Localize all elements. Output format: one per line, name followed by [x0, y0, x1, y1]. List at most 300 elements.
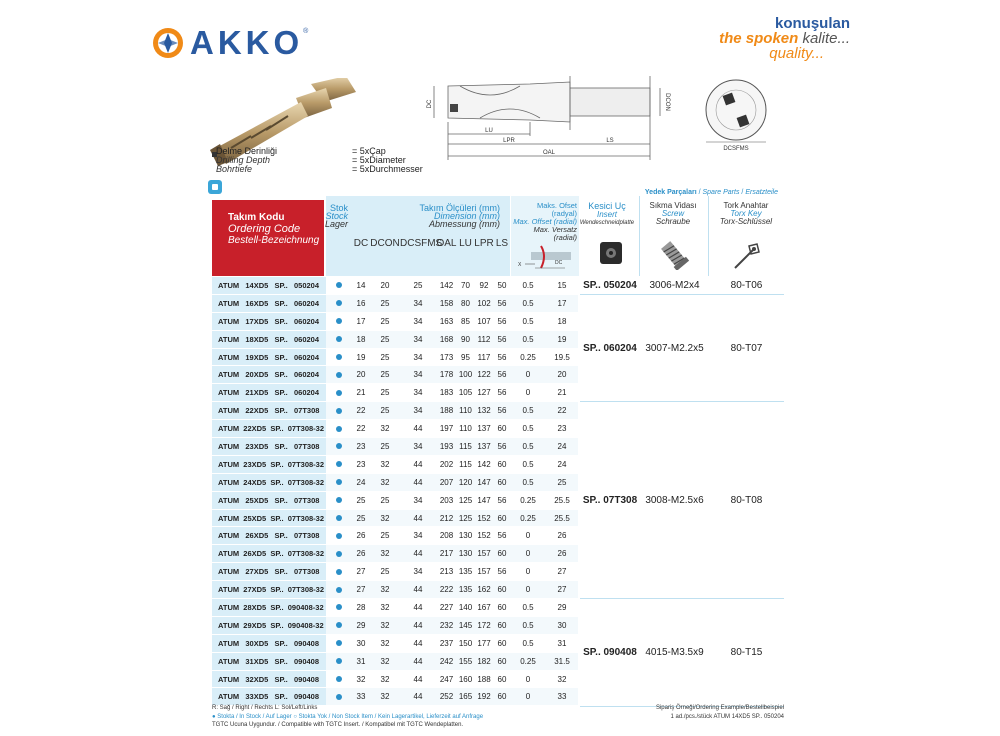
spare-parts-tr: Yedek Parçaları	[644, 189, 697, 196]
table-row	[212, 510, 580, 528]
slogan-line1: konuşulan	[774, 15, 850, 32]
ls-cell: 60	[494, 474, 510, 491]
lpr-cell: 137	[477, 424, 491, 434]
oal-cell: 142	[439, 280, 454, 290]
table-row	[212, 545, 580, 563]
col-lu: LU	[459, 238, 472, 249]
in-stock-dot-icon	[336, 515, 342, 521]
ls-cell: 56	[497, 388, 507, 398]
lu-cell: 115	[459, 459, 472, 469]
lu-cell: 85	[461, 316, 470, 326]
registered-mark: ®	[303, 28, 309, 35]
max-offset-x-cell: 0.25	[520, 495, 536, 505]
dc-cell: 22	[356, 424, 366, 434]
max-offset-dc-cell: 26	[546, 545, 578, 562]
torx-key-icon	[731, 240, 763, 272]
ls-cell: 60	[494, 510, 510, 527]
lpr-cell: 177	[477, 638, 491, 648]
lpr-cell: 107	[477, 316, 491, 326]
max-offset-dc-cell: 15	[557, 280, 567, 290]
table-row	[212, 420, 580, 438]
offset-header	[511, 196, 579, 276]
max-offset-dc-cell: 25.5	[546, 510, 578, 527]
screw-icon	[658, 240, 690, 270]
key-de: Torx-Schlüssel	[719, 217, 773, 226]
table-row	[212, 366, 580, 384]
ls-cell: 60	[497, 674, 507, 684]
max-offset-x-cell: 0.5	[510, 295, 546, 312]
dcon-cell: 25	[380, 352, 390, 362]
insert-de: Wendeschneidplatte	[579, 220, 635, 226]
dcsfms-cell: 34	[413, 495, 423, 505]
in-stock-dot-icon	[336, 390, 342, 396]
lu-cell: 90	[457, 331, 474, 348]
oal-cell: 252	[436, 688, 457, 705]
in-stock-dot-icon	[336, 533, 342, 539]
dcsfms-cell: 44	[413, 459, 423, 469]
table-row	[212, 331, 580, 349]
slogan	[719, 16, 850, 61]
dcon-cell: 32	[380, 459, 390, 469]
dc-cell: 20	[352, 366, 370, 383]
example-value: 1 ad./pcs./stück ATUM 14XD5 SP.. 050204	[670, 713, 784, 720]
table-row	[212, 492, 580, 510]
dcsfms-cell: 34	[413, 388, 423, 398]
dc-cell: 30	[356, 638, 366, 648]
dimension-column-headers	[352, 238, 510, 249]
dcon-cell: 25	[370, 331, 400, 348]
table-row	[212, 277, 580, 295]
dcon-cell: 32	[380, 602, 390, 612]
ls-cell: 56	[497, 531, 507, 541]
stock-cell	[326, 581, 352, 598]
dc-cell: 26	[352, 545, 370, 562]
spare-parts-group	[580, 599, 784, 706]
ordering-code-cell: ATUM 24XD5 SP.. 07T308-32	[212, 474, 326, 491]
max-offset-dc-cell: 21	[557, 388, 567, 398]
stock-tr: Stok	[329, 203, 348, 213]
depth-row	[216, 164, 423, 174]
oal-cell: 213	[439, 567, 454, 577]
dc-cell: 19	[356, 352, 366, 362]
table-row	[212, 671, 580, 689]
dc-cell: 23	[356, 459, 366, 469]
lpr-cell: 147	[474, 474, 494, 491]
stock-cell	[326, 617, 352, 634]
ordering-example	[656, 704, 784, 721]
max-offset-dc-cell: 25.5	[554, 495, 570, 505]
lpr-cell: 152	[477, 531, 491, 541]
ls-cell: 56	[494, 366, 510, 383]
table-row	[212, 438, 580, 456]
lu-cell: 95	[461, 352, 470, 362]
max-offset-dc-cell: 22	[546, 402, 578, 419]
dc-cell: 14	[356, 280, 366, 290]
ls-cell: 60	[494, 581, 510, 598]
in-stock-dot-icon	[336, 318, 342, 324]
dcsfms-cell: 34	[400, 438, 436, 455]
ordering-code-tr: Takım Kodu	[228, 212, 285, 223]
lpr-cell: 192	[474, 688, 494, 705]
ordering-code-cell: ATUM 17XD5 SP.. 060204	[212, 313, 326, 330]
footer-line2: ● Stokta / In Stock / Auf Lager ○ Stokta Yok / Non Stock Item / Kein Lagerartikel, Lieferzeit auf Anfrage	[212, 713, 484, 720]
max-offset-x-cell: 0	[510, 688, 546, 705]
dcon-dim-label: DCON	[664, 93, 670, 111]
dcon-cell: 25	[370, 402, 400, 419]
lpr-cell: 152	[474, 510, 494, 527]
torx-key-code: 80-T07	[730, 342, 763, 354]
lpr-cell: 182	[474, 653, 494, 670]
lpr-cell: 188	[477, 674, 491, 684]
dcsfms-cell: 44	[400, 688, 436, 705]
lpr-cell: 157	[477, 567, 491, 577]
dcsfms-cell: 44	[413, 674, 423, 684]
end-view-drawing	[700, 74, 780, 154]
max-offset-x-cell: 0.5	[522, 280, 534, 290]
lpr-cell: 167	[477, 602, 491, 612]
max-offset-dc-cell: 23	[557, 424, 567, 434]
in-stock-dot-icon	[336, 443, 342, 449]
screw-en: Screw	[661, 209, 685, 218]
ordering-code-cell: ATUM 26XD5 SP.. 07T308	[212, 527, 326, 544]
col-dcon: DCON	[370, 238, 400, 249]
oal-cell: 222	[436, 581, 457, 598]
slogan-line2-rest: kalite...	[802, 30, 850, 47]
max-offset-x-cell: 0.5	[510, 474, 546, 491]
lpr-cell: 112	[474, 331, 494, 348]
dc-cell: 25	[352, 510, 370, 527]
dcsfms-dim-label: DCSFMS	[723, 146, 749, 152]
oal-cell: 203	[439, 495, 454, 505]
table-row	[212, 295, 580, 313]
stock-cell	[326, 510, 352, 527]
table-row	[212, 456, 580, 474]
max-offset-x-cell: 0.25	[510, 510, 546, 527]
dcon-cell: 32	[370, 688, 400, 705]
screw-code: 3008-M2.5x6	[645, 494, 704, 506]
dc-cell: 16	[352, 295, 370, 312]
in-stock-dot-icon	[336, 658, 342, 664]
ordering-code-en: Ordering Code	[228, 223, 301, 235]
ls-cell: 60	[494, 688, 510, 705]
offset-en: Max. Offset (radial)	[513, 217, 577, 226]
dcon-cell: 32	[370, 617, 400, 634]
lpr-cell: 142	[477, 459, 491, 469]
lu-cell: 100	[457, 366, 474, 383]
brand-name: AKKO	[190, 24, 304, 61]
max-offset-dc-cell: 19	[546, 331, 578, 348]
stock-header	[326, 196, 352, 276]
oal-cell: 232	[436, 617, 457, 634]
dims-de: Abmessung (mm)	[428, 219, 500, 229]
ordering-code-cell: ATUM 23XD5 SP.. 07T308	[212, 438, 326, 455]
dcon-cell: 32	[380, 424, 390, 434]
oal-cell: 207	[436, 474, 457, 491]
dc-cell: 27	[356, 567, 366, 577]
ls-cell: 56	[494, 402, 510, 419]
max-offset-dc-cell: 25	[546, 474, 578, 491]
max-offset-x-cell: 0.5	[522, 424, 534, 434]
max-offset-dc-cell: 27	[557, 567, 567, 577]
oal-cell: 212	[436, 510, 457, 527]
dims-en: Dimension (mm)	[433, 211, 500, 221]
col-oal: OAL	[436, 238, 457, 249]
insert-code: SP.. 07T308	[582, 494, 638, 506]
max-offset-dc-cell: 20	[546, 366, 578, 383]
insert-code: SP.. 060204	[583, 342, 637, 354]
stock-cell	[326, 331, 352, 348]
max-offset-x-cell: 0.25	[520, 352, 536, 362]
ordering-code-cell: ATUM 22XD5 SP.. 07T308	[212, 402, 326, 419]
lpr-cell: 147	[477, 495, 491, 505]
col-lpr: LPR	[474, 238, 494, 249]
stock-cell	[326, 671, 352, 688]
dcsfms-cell: 44	[400, 510, 436, 527]
dcsfms-cell: 34	[413, 531, 423, 541]
spare-parts-group	[580, 277, 784, 295]
ls-cell: 56	[494, 438, 510, 455]
dcsfms-cell: 34	[400, 402, 436, 419]
dcsfms-cell: 44	[413, 638, 423, 648]
dc-cell: 29	[352, 617, 370, 634]
spare-parts-group	[580, 402, 784, 599]
spare-parts-group	[580, 295, 784, 402]
lu-cell: 120	[457, 474, 474, 491]
oal-dim-label: OAL	[542, 150, 556, 156]
ordering-code-cell: ATUM 25XD5 SP.. 07T308-32	[212, 510, 326, 527]
lpr-dim-label: LPR	[503, 138, 515, 144]
lu-cell: 115	[457, 438, 474, 455]
ordering-code-cell: ATUM 19XD5 SP.. 060204	[212, 349, 326, 366]
ordering-code-cell: ATUM 25XD5 SP.. 07T308	[212, 492, 326, 509]
lu-cell: 130	[457, 545, 474, 562]
in-stock-dot-icon	[336, 497, 342, 503]
key-tr: Tork Anahtar	[723, 201, 769, 210]
ls-cell: 60	[497, 424, 507, 434]
dc-cell: 31	[352, 653, 370, 670]
ordering-code-cell: ATUM 22XD5 SP.. 07T308-32	[212, 420, 326, 437]
dcon-cell: 32	[370, 510, 400, 527]
lu-cell: 155	[457, 653, 474, 670]
lu-cell: 105	[458, 388, 473, 398]
ordering-code-cell: ATUM 18XD5 SP.. 060204	[212, 331, 326, 348]
dc-dim-label: DC	[427, 99, 433, 109]
screw-header	[640, 196, 709, 276]
stock-cell	[326, 527, 352, 544]
stock-cell	[326, 402, 352, 419]
lpr-cell: 157	[474, 545, 494, 562]
stock-cell	[326, 313, 352, 330]
dcon-cell: 32	[370, 653, 400, 670]
lpr-cell: 132	[474, 402, 494, 419]
dcsfms-cell: 44	[400, 474, 436, 491]
lu-cell: 140	[458, 602, 473, 612]
lpr-cell: 137	[474, 438, 494, 455]
max-offset-x-cell: 0	[510, 545, 546, 562]
stock-cell	[326, 688, 352, 705]
oal-cell: 183	[439, 388, 454, 398]
lpr-cell: 92	[479, 280, 489, 290]
dcsfms-cell: 34	[413, 567, 423, 577]
max-offset-dc-cell: 26	[557, 531, 567, 541]
ordering-code-header	[212, 200, 324, 276]
in-stock-dot-icon	[336, 408, 342, 414]
dcon-cell: 25	[380, 495, 390, 505]
table-row	[212, 474, 580, 492]
stock-cell	[326, 366, 352, 383]
footer-line1: R: Sağ / Right / Rechts L: Sol/Left/Links	[212, 705, 318, 711]
max-offset-x-cell: 0	[510, 581, 546, 598]
dcsfms-cell: 25	[413, 280, 423, 290]
depth-value: = 5xDurchmesser	[352, 164, 423, 174]
dcon-cell: 25	[370, 366, 400, 383]
dc-cell: 28	[356, 602, 366, 612]
max-offset-x-cell: 0.25	[510, 653, 546, 670]
stock-cell	[326, 474, 352, 491]
akko-logo-icon	[152, 27, 184, 59]
stock-de: Lager	[324, 219, 348, 229]
ordering-code-cell: ATUM 27XD5 SP.. 07T308-32	[212, 581, 326, 598]
lu-cell: 70	[461, 280, 470, 290]
dcsfms-cell: 44	[400, 617, 436, 634]
dc-cell: 18	[352, 331, 370, 348]
max-offset-x-cell: 0.5	[522, 459, 534, 469]
ordering-code-cell: ATUM 14XD5 SP.. 050204	[212, 277, 326, 294]
dcsfms-cell: 34	[400, 295, 436, 312]
dcsfms-cell: 44	[400, 545, 436, 562]
table-row	[212, 402, 580, 420]
insert-header	[580, 196, 640, 276]
stock-cell	[326, 295, 352, 312]
lu-cell: 160	[458, 674, 473, 684]
stock-cell	[326, 635, 352, 652]
screw-tr: Sıkma Vidası	[649, 201, 697, 210]
oal-cell: 188	[436, 402, 457, 419]
oal-cell: 217	[436, 545, 457, 562]
ls-cell: 60	[497, 638, 507, 648]
depth-label: Drilling Depth	[216, 155, 271, 165]
max-offset-dc-cell: 24	[546, 438, 578, 455]
oal-cell: 168	[436, 331, 457, 348]
table-row	[212, 617, 580, 635]
ordering-code-cell: ATUM 20XD5 SP.. 060204	[212, 366, 326, 383]
torx-key-header	[709, 196, 784, 276]
in-stock-dot-icon	[336, 282, 342, 288]
dc-cell: 24	[352, 474, 370, 491]
in-stock-dot-icon	[336, 479, 342, 485]
lu-cell: 135	[457, 581, 474, 598]
table-row	[212, 599, 580, 617]
dc-cell: 32	[356, 674, 366, 684]
footer-notes	[212, 704, 483, 730]
example-title: Sipariş Örneği/Ordering Example/Bestellbeispiel	[655, 705, 784, 711]
dcon-cell: 32	[370, 474, 400, 491]
max-offset-dc-cell: 31	[557, 638, 567, 648]
dcon-cell: 25	[370, 438, 400, 455]
in-stock-dot-icon	[336, 587, 342, 593]
stock-cell	[326, 492, 352, 509]
ordering-code-cell: ATUM 30XD5 SP.. 090408	[212, 635, 326, 652]
in-stock-dot-icon	[336, 551, 342, 557]
dcsfms-cell: 34	[413, 316, 423, 326]
dc-cell: 21	[356, 388, 366, 398]
ls-cell: 56	[497, 352, 507, 362]
torx-key-code: 80-T06	[730, 279, 763, 291]
oal-cell: 242	[436, 653, 457, 670]
max-offset-dc-cell: 33	[546, 688, 578, 705]
stock-cell	[326, 563, 352, 580]
stock-cell	[326, 438, 352, 455]
in-stock-dot-icon	[336, 300, 342, 306]
oal-cell: 197	[439, 424, 454, 434]
dcsfms-cell: 34	[400, 331, 436, 348]
dcon-cell: 25	[380, 388, 390, 398]
stock-cell	[326, 545, 352, 562]
lu-cell: 80	[457, 295, 474, 312]
max-offset-x-cell: 0	[525, 567, 531, 577]
in-stock-dot-icon	[336, 354, 342, 360]
stock-cell	[326, 653, 352, 670]
in-stock-dot-icon	[336, 569, 342, 575]
in-stock-dot-icon	[336, 461, 342, 467]
max-offset-x-cell: 0	[525, 531, 531, 541]
max-offset-x-cell: 0.5	[522, 638, 534, 648]
max-offset-dc-cell: 29	[557, 602, 567, 612]
max-offset-x-cell: 0.5	[522, 316, 534, 326]
col-dc: DC	[353, 238, 369, 249]
in-stock-dot-icon	[336, 336, 342, 342]
dc-cell: 25	[356, 495, 366, 505]
offset-tr: Maks. Ofset (radyal)	[536, 201, 577, 218]
oal-cell: 237	[439, 638, 454, 648]
oal-cell: 173	[439, 352, 454, 362]
lu-cell: 125	[458, 495, 473, 505]
table-row	[212, 653, 580, 671]
depth-label: Delme Derinliği	[216, 146, 278, 156]
in-stock-dot-icon	[336, 604, 342, 610]
in-stock-dot-icon	[336, 676, 342, 682]
dims-tr: Takım Ölçüleri (mm)	[419, 203, 500, 213]
ordering-code-cell: ATUM 33XD5 SP.. 090408	[212, 688, 326, 705]
dc-cell: 27	[352, 581, 370, 598]
max-offset-dc-cell: 27	[546, 581, 578, 598]
in-stock-dot-icon	[336, 426, 342, 432]
screw-code: 3006-M2x4	[649, 279, 700, 291]
ordering-code-cell: ATUM 23XD5 SP.. 07T308-32	[212, 456, 326, 473]
max-offset-x-cell: 0.5	[510, 617, 546, 634]
dcon-cell: 20	[380, 280, 390, 290]
dcsfms-cell: 44	[400, 581, 436, 598]
slogan-line2	[719, 31, 850, 46]
oal-cell: 202	[439, 459, 454, 469]
max-offset-x-cell: 0.5	[510, 402, 546, 419]
max-offset-x-cell: 0.5	[510, 438, 546, 455]
ordering-code-cell: ATUM 27XD5 SP.. 07T308	[212, 563, 326, 580]
insert-code: SP.. 050204	[583, 279, 637, 291]
ls-dim-label: LS	[606, 138, 614, 144]
lu-cell: 150	[458, 638, 473, 648]
dcon-cell: 25	[370, 295, 400, 312]
ls-cell: 56	[497, 316, 507, 326]
oal-cell: 247	[439, 674, 454, 684]
footer-line3: TGTC Ucuna Uygundur. / Compatible with TGTC Insert. / Kompatibel mit TGTC Wendeplatten.	[212, 722, 464, 728]
max-offset-x-cell: 0.5	[522, 602, 534, 612]
stock-en: Stock	[325, 211, 348, 221]
ls-cell: 60	[494, 653, 510, 670]
spare-parts-groups	[580, 277, 784, 707]
technical-drawing	[420, 74, 690, 166]
dc-cell: 17	[356, 316, 366, 326]
